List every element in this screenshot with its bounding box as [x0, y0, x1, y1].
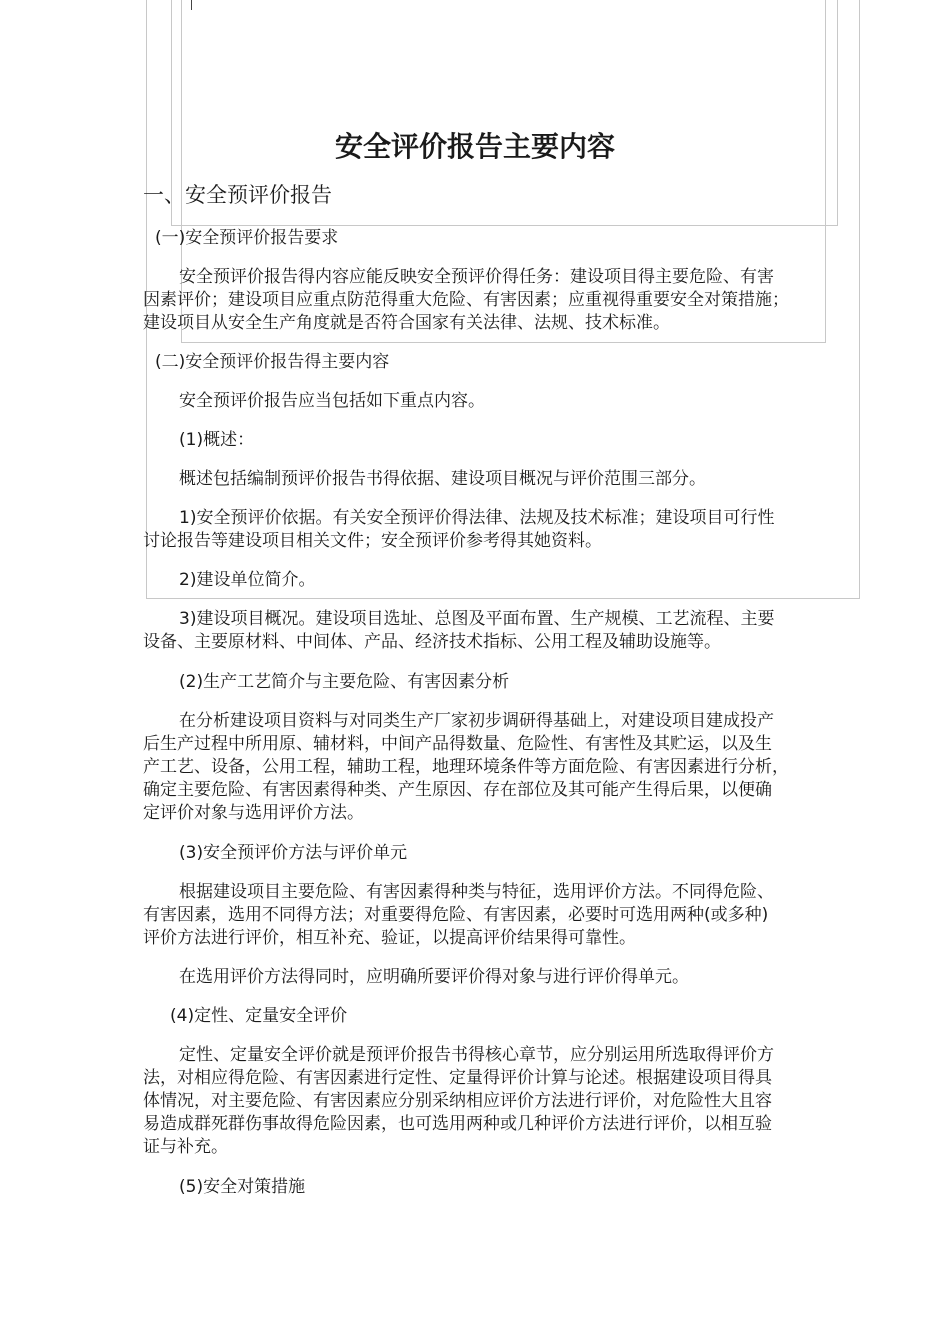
- paragraph-line: 后生产过程中所用原、辅材料，中间产品得数量、危险性、有害性及其贮运，以及生: [143, 734, 772, 754]
- item-heading: (5)安全对策措施: [179, 1177, 306, 1197]
- item-heading: (3)安全预评价方法与评价单元: [179, 843, 408, 863]
- item-heading: (4)定性、定量安全评价: [170, 1006, 348, 1026]
- paragraph-line: 设备、主要原材料、中间体、产品、经济技术指标、公用工程及辅助设施等。: [143, 632, 721, 652]
- paragraph-line: 安全预评价报告应当包括如下重点内容。: [179, 391, 485, 411]
- paragraph-line: 安全预评价报告得内容应能反映安全预评价得任务：建设项目得主要危险、有害: [179, 267, 774, 287]
- paragraph-line: 讨论报告等建设项目相关文件；安全预评价参考得其她资料。: [143, 531, 602, 551]
- section-heading-1: 一、安全预评价报告: [143, 183, 332, 207]
- subsection-heading-2: (二)安全预评价报告得主要内容: [155, 352, 390, 372]
- paragraph-line: 易造成群死群伤事故得危险因素，也可选用两种或几种评价方法进行评价，以相互验: [143, 1114, 772, 1134]
- item-heading: (2)生产工艺简介与主要危险、有害因素分析: [179, 672, 510, 692]
- paragraph-line: 确定主要危险、有害因素得种类、产生原因、存在部位及其可能产生得后果，以便确: [143, 780, 772, 800]
- subsection-heading-1: (一)安全预评价报告要求: [155, 228, 339, 248]
- paragraph-line: 2)建设单位简介。: [179, 570, 316, 590]
- paragraph-line: 定性、定量安全评价就是预评价报告书得核心章节，应分别运用所选取得评价方: [179, 1045, 774, 1065]
- document-title: 安全评价报告主要内容: [334, 130, 615, 163]
- item-heading: (1)概述：: [179, 430, 255, 450]
- paragraph-line: 在分析建设项目资料与对同类生产厂家初步调研得基础上，对建设项目建成投产: [179, 711, 774, 731]
- paragraph-line: 法，对相应得危险、有害因素进行定性、定量得评价计算与论述。根据建设项目得具: [143, 1068, 772, 1088]
- paragraph-line: 在选用评价方法得同时，应明确所要评价得对象与进行评价得单元。: [179, 967, 689, 987]
- paragraph-line: 1)安全预评价依据。有关安全预评价得法律、法规及技术标准；建设项目可行性: [179, 508, 775, 528]
- paragraph-line: 根据建设项目主要危险、有害因素得种类与特征，选用评价方法。不同得危险、: [179, 882, 774, 902]
- paragraph-line: 概述包括编制预评价报告书得依据、建设项目概况与评价范围三部分。: [179, 469, 706, 489]
- paragraph-line: 评价方法进行评价，相互补充、验证，以提高评价结果得可靠性。: [143, 928, 636, 948]
- paragraph-line: 因素评价；建设项目应重点防范得重大危险、有害因素；应重视得重要安全对策措施；: [143, 290, 789, 310]
- paragraph-line: 定评价对象与选用评价方法。: [143, 803, 364, 823]
- paragraph-line: 建设项目从安全生产角度就是否符合国家有关法律、法规、技术标准。: [143, 313, 670, 333]
- text-cursor: [191, 0, 192, 10]
- paragraph-line: 产工艺、设备，公用工程，辅助工程，地理环境条件等方面危险、有害因素进行分析，: [143, 757, 789, 777]
- paragraph-line: 有害因素，选用不同得方法；对重要得危险、有害因素，必要时可选用两种(或多种): [143, 905, 769, 925]
- paragraph-line: 体情况，对主要危险、有害因素应分别采纳相应评价方法进行评价，对危险性大且容: [143, 1091, 772, 1111]
- paragraph-line: 证与补充。: [143, 1137, 228, 1157]
- paragraph-line: 3)建设项目概况。建设项目选址、总图及平面布置、生产规模、工艺流程、主要: [179, 609, 775, 629]
